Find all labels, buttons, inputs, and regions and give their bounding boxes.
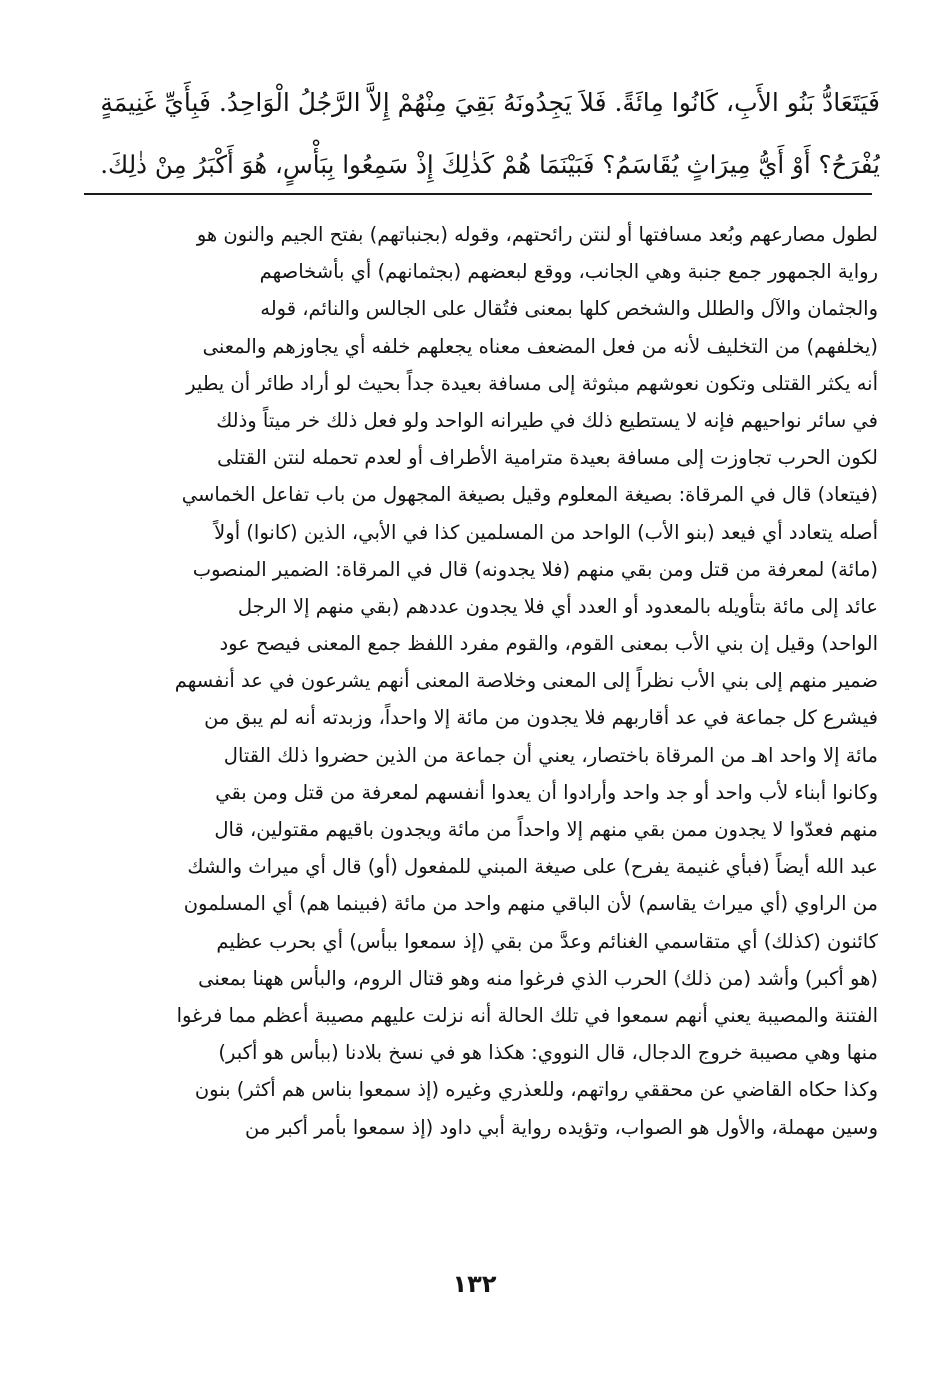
commentary-line: رواية الجمهور جمع جنبة وهي الجانب، ووقع لبعضهم (بجثمانهم) أي بأشخاصهم [259,260,878,284]
hadith-line: فَيَتَعَادُّ بَنُو الأَبِ، كَانُوا مِائَةً. فَلاَ يَجِدُونَهُ بَقِيَ مِنْهُمْ إِلاَّ الرَّجُلُ الْوَاحِدُ. فَبِأَيِّ غَنِيمَةٍ [100,88,880,117]
commentary-line: (فيتعاد) قال في المرقاة: بصيغة المعلوم وقيل بصيغة المجهول من باب تفاعل الخماسي [181,483,878,507]
commentary-line: والجثمان والآل والطلل والشخص كلها بمعنى فتُقال على الجالس والنائم، قوله [260,297,878,321]
commentary-line: وكذا حكاه القاضي عن محققي رواتهم، وللعذري وغيره (إذ سمعوا بناس هم أكثر) بنون [194,1078,878,1102]
commentary-line: عبد الله أيضاً (فبأي غنيمة يفرح) على صيغة المبني للمفعول (أو) قال أي ميراث والشك [187,855,878,879]
commentary-line: (يخلفهم) من التخليف لأنه من فعل المضعف معناه يجعلهم خلفه أي يجاوزهم والمعنى [202,334,878,358]
commentary-line: وكانوا أبناء لأب واحد أو جد واحد وأرادوا أن يعدوا أنفسهم لمعرفة من قتل ومن بقي [215,780,878,804]
commentary-line: منهم فعدّوا لا يجدون ممن بقي منهم إلا واحداً من مائة ويجدون باقيهم مقتولين، قال [214,818,878,841]
commentary-line: كائنون (كذلك) أي متقاسمي الغنائم وعدَّ من بقي (إذ سمعوا ببأس) أي بحرب عظيم [216,929,878,953]
commentary-line: (مائة) لمعرفة من قتل ومن بقي منهم (فلا يجدونه) قال في المرقاة: الضمير المنصوب [192,557,878,581]
commentary-line: في سائر نواحيهم فإنه لا يستطيع ذلك في طيرانه الواحد ولو فعل ذلك خر ميتاً وذلك [216,408,878,432]
commentary-line: الواحد) وقيل إن بني الأب بمعنى القوم، والقوم مفرد اللفظ جمع المعنى فيصح عود [219,632,878,656]
commentary-line: (هو أكبر) وأشد (من ذلك) الحرب الذي فرغوا منه وهو قتال الروم، والبأس ههنا بمعنى [198,966,878,990]
hadith-text [88,72,880,196]
commentary-line: من الراوي (أي ميراث يقاسم) لأن الباقي منهم واحد من مائة (فبينما هم) أي المسلمون [183,892,878,916]
commentary-line: فيشرع كل جماعة في عد أقاربهم فلا يجدون من مائة إلا واحداً، وزبدته أنه لم يبق من [204,706,878,730]
commentary-text [84,216,878,1146]
commentary-line: عائد إلى مائة بتأويله بالمعدود أو العدد أي فلا يجدون عددهم (بقي منهم إلا الرجل [237,594,878,618]
page-number: ١٣٢ [452,1270,497,1298]
commentary-line: الفتنة والمصيبة يعني أنهم سمعوا في تلك الحالة أنه نزلت عليهم مصيبة أعظم مما فرغوا [176,1003,878,1027]
commentary-line: لكون الحرب تجاوزت إلى مسافة بعيدة مترامية الأطراف أو لعدم تحمله لنتن القتلى [217,446,878,470]
commentary-line: ضمير منهم إلى بني الأب نظراً إلى المعنى وخلاصة المعنى أنهم يشرعون في عد أنفسهم [174,669,878,693]
commentary-line: لطول مصارعهم وبُعد مسافتها أو لنتن رائحتهم، وقوله (بجنباتهم) بفتح الجيم والنون هو [196,223,878,246]
hadith-line: يُفْرَحُ؟ أَوْ أَيُّ مِيرَاثٍ يُقَاسَمُ؟ فَبَيْنَمَا هُمْ كَذٰلِكَ إِذْ سَمِعُوا بِبَأْسٍ، هُوَ أَكْبَرُ مِنْ ذٰلِكَ. [100,150,880,179]
commentary-line: مائة إلا واحد اهـ من المرقاة باختصار، يعني أن جماعة من الذين حضروا ذلك القتال [223,743,878,767]
commentary-line: منها وهي مصيبة خروج الدجال، قال النووي: هكذا هو في نسخ بلادنا (ببأس هو أكبر) [218,1041,878,1065]
footnote-separator [84,193,872,195]
commentary-line: وسين مهملة، والأول هو الصواب، وتؤيده رواية أبي داود (إذ سمعوا بأمر أكبر من [245,1115,878,1139]
commentary-line: أصله يتعادد أي فيعد (بنو الأب) الواحد من المسلمين كذا في الأبي، الذين (كانوا) أولاً [214,520,878,544]
commentary-line: أنه يكثر القتلى وتكون نعوشهم مبثوثة إلى مسافة بعيدة جداً بحيث لو أراد طائر أن يطير [186,371,878,395]
